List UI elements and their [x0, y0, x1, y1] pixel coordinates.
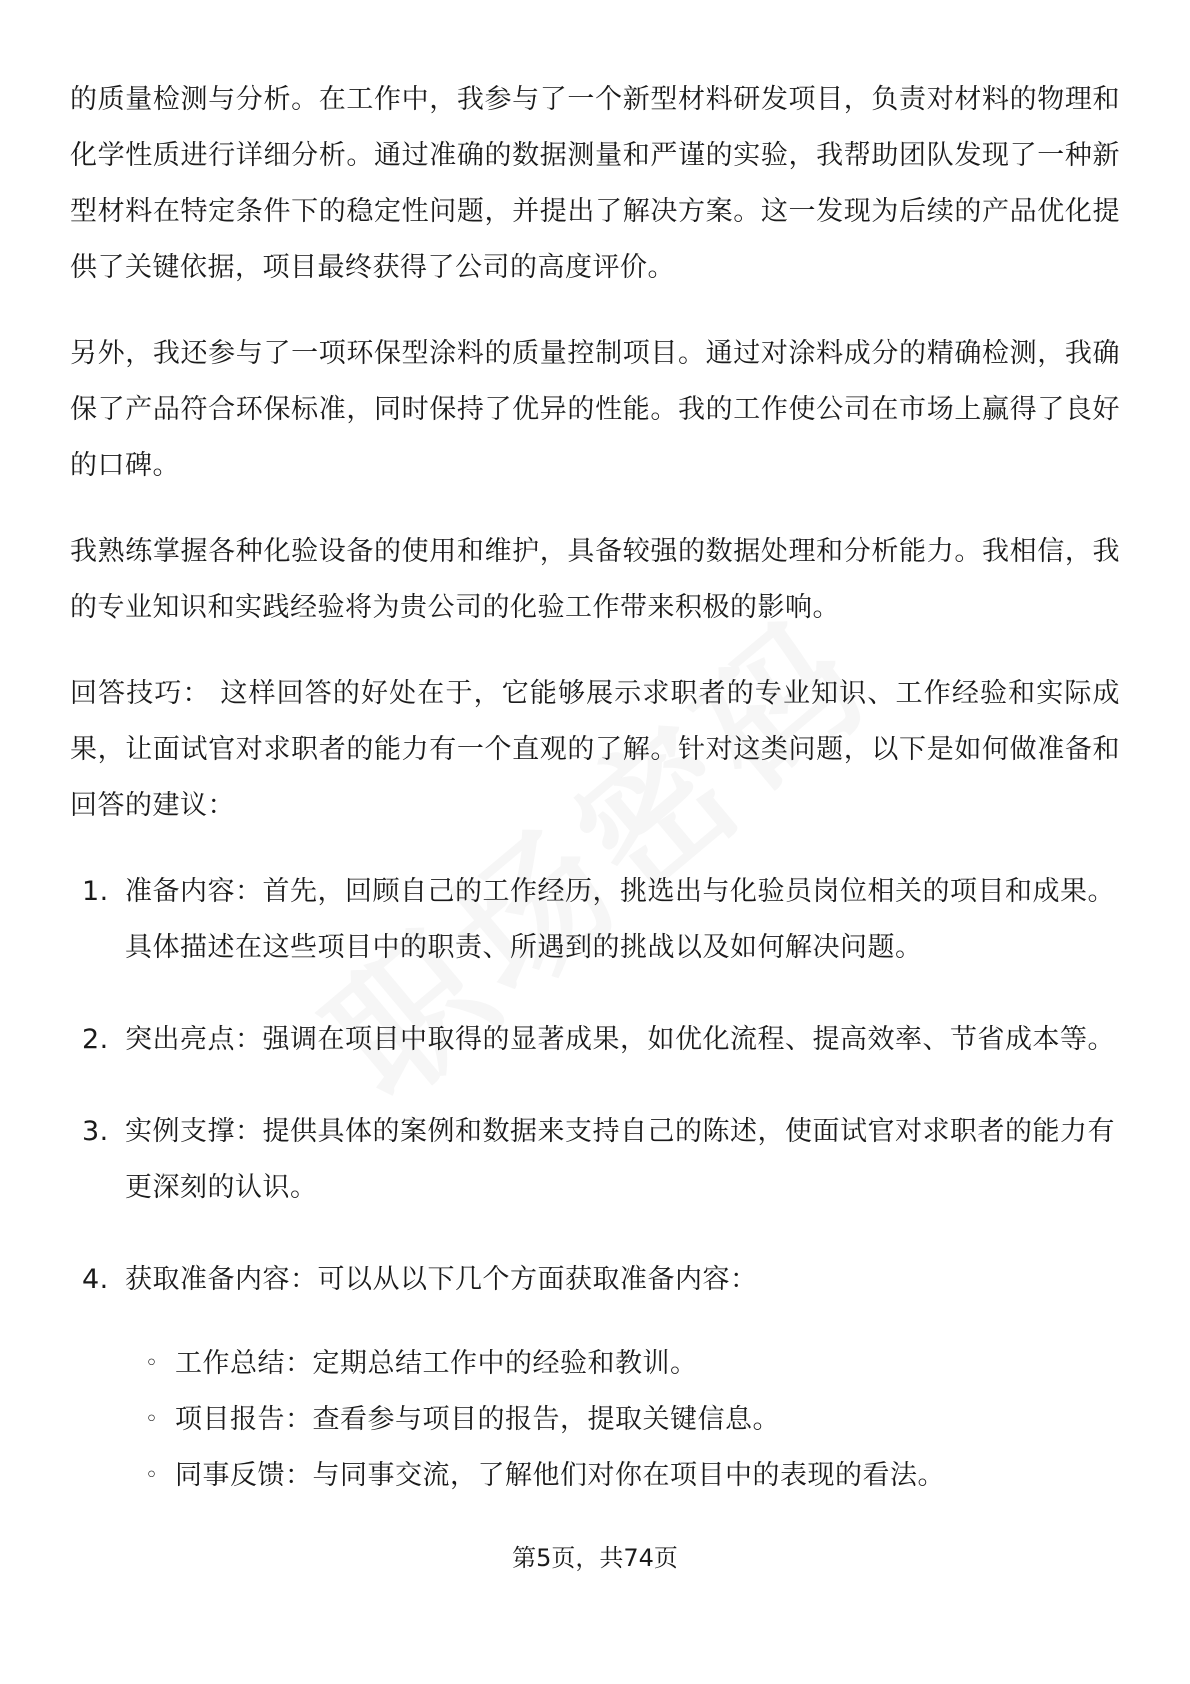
- tip-text: 准备内容：首先，回顾自己的工作经历，挑选出与化验员岗位相关的项目和成果。具体描述在这些项目中的职责、所遇到的挑战以及如何解决问题。: [125, 876, 1115, 963]
- source-item-work-summary: [125, 1336, 1120, 1392]
- source-item-colleague-feedback: [125, 1448, 1120, 1504]
- paragraph-skills: 我熟练掌握各种化验设备的使用和维护，具备较强的数据处理和分析能力。我相信，我的专业知识和实践经验将为贵公司的化验工作带来积极的影响。: [70, 536, 1120, 623]
- tip-number: 3.: [82, 1116, 109, 1147]
- paragraph-project-experience: 的质量检测与分析。在工作中，我参与了一个新型材料研发项目，负责对材料的物理和化学性质进行详细分析。通过准确的数据测量和严谨的实验，我帮助团队发现了一种新型材料在特定条件下的稳定性问题，并提出了解决方案。这一发现为后续的产品优化提供了关键依据，项目最终获得了公司的高度评价。: [70, 84, 1120, 283]
- page-footer: 第5页，共74页: [512, 1544, 678, 1572]
- tip-number: 4.: [82, 1264, 109, 1295]
- tip-text: 获取准备内容：可以从以下几个方面获取准备内容：: [125, 1264, 758, 1295]
- source-text: 项目报告：查看参与项目的报告，提取关键信息。: [175, 1404, 780, 1435]
- tip-item-1: [70, 864, 1120, 976]
- sources-list: [125, 1336, 1120, 1504]
- hollow-bullet-icon: ◦: [145, 1463, 159, 1488]
- tip-text: 实例支撑：提供具体的案例和数据来支持自己的陈述，使面试官对求职者的能力有更深刻的认识。: [125, 1116, 1115, 1203]
- paragraph-answer-tips: 回答技巧： 这样回答的好处在于，它能够展示求职者的专业知识、工作经验和实际成果，让面试官对求职者的能力有一个直观的了解。针对这类问题，以下是如何做准备和回答的建议：: [70, 678, 1120, 821]
- tips-list: [70, 864, 1120, 1504]
- tip-item-4: [70, 1252, 1120, 1504]
- document-body: [70, 72, 1120, 1540]
- hollow-bullet-icon: ◦: [145, 1407, 159, 1432]
- tip-text: 突出亮点：强调在项目中取得的显著成果，如优化流程、提高效率、节省成本等。: [125, 1024, 1115, 1055]
- source-text: 工作总结：定期总结工作中的经验和教训。: [175, 1348, 698, 1379]
- tip-item-3: [70, 1104, 1120, 1216]
- source-item-project-report: [125, 1392, 1120, 1448]
- tip-item-2: [70, 1012, 1120, 1068]
- source-text: 同事反馈：与同事交流，了解他们对你在项目中的表现的看法。: [175, 1460, 945, 1491]
- hollow-bullet-icon: ◦: [145, 1351, 159, 1376]
- tip-number: 2.: [82, 1024, 109, 1055]
- tip-number: 1.: [82, 876, 109, 907]
- paragraph-coating-project: 另外，我还参与了一项环保型涂料的质量控制项目。通过对涂料成分的精确检测，我确保了产品符合环保标准，同时保持了优异的性能。我的工作使公司在市场上赢得了良好的口碑。: [70, 338, 1120, 481]
